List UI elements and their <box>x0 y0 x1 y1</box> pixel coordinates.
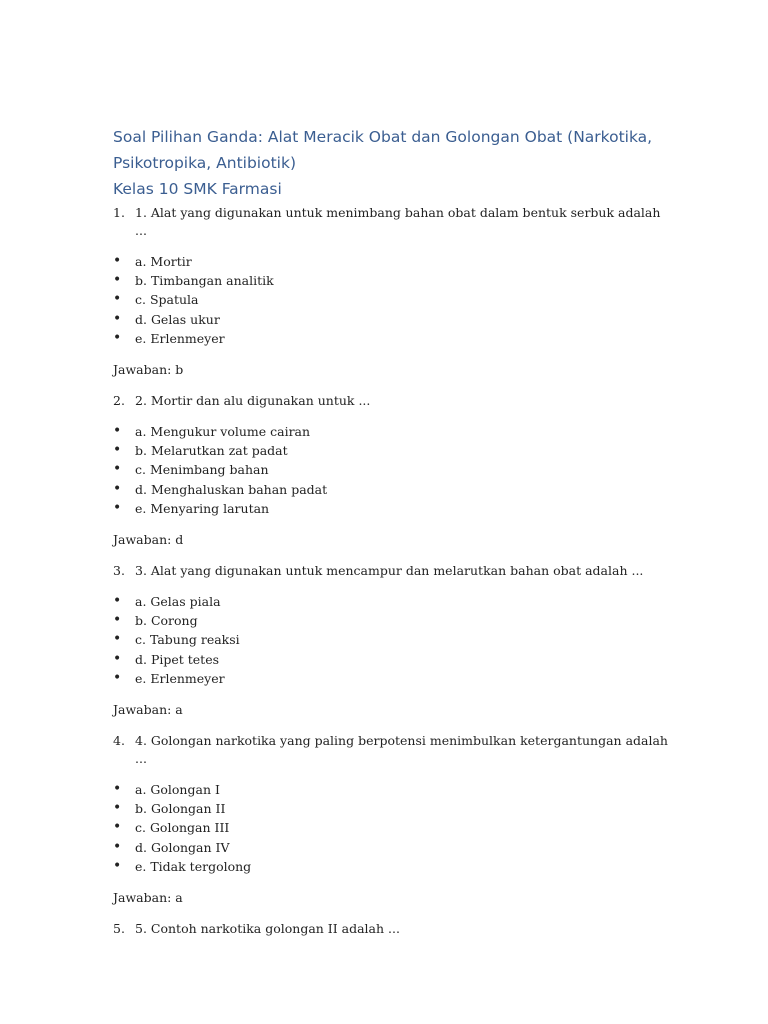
question-text: 3. Alat yang digunakan untuk mencampur dan melarutkan bahan obat adalah ... <box>135 563 644 579</box>
bullet-icon: • <box>113 631 122 648</box>
answer-text: Jawaban: d <box>113 532 184 548</box>
answer-text: Jawaban: a <box>113 702 183 718</box>
option-text: d. Golongan IV <box>135 839 230 855</box>
title-line-1: Soal Pilihan Ganda: Alat Meracik Obat dan Golongan Obat (Narkotika, <box>113 128 653 146</box>
option-text: d. Pipet tetes <box>135 651 220 667</box>
bullet-icon: • <box>113 857 122 874</box>
question-number: 2. <box>113 393 125 409</box>
option-item <box>113 857 673 876</box>
option-text: a. Golongan I <box>135 782 220 798</box>
document-title <box>113 124 673 176</box>
option-list <box>113 592 673 688</box>
option-item <box>113 252 673 271</box>
bullet-icon: • <box>113 423 122 440</box>
option-item <box>113 818 673 837</box>
question <box>113 732 673 768</box>
bullet-icon: • <box>113 800 122 817</box>
option-item <box>113 611 673 630</box>
question-number: 3. <box>113 563 125 579</box>
option-item <box>113 441 673 460</box>
option-item <box>113 780 673 799</box>
option-text: d. Gelas ukur <box>135 311 220 327</box>
bullet-icon: • <box>113 593 122 610</box>
question-block <box>113 732 673 907</box>
bullet-icon: • <box>113 310 122 327</box>
bullet-icon: • <box>113 669 122 686</box>
answer-text: Jawaban: a <box>113 890 183 906</box>
question-block <box>113 562 673 719</box>
option-item <box>113 799 673 818</box>
option-text: a. Mortir <box>135 254 192 269</box>
option-text: c. Menimbang bahan <box>135 462 269 478</box>
option-text: c. Tabung reaksi <box>135 632 240 648</box>
option-text: b. Golongan II <box>135 801 226 817</box>
question-text: 1. Alat yang digunakan untuk menimbang bahan obat dalam bentuk serbuk adalah ... <box>135 205 661 238</box>
question-text: 2. Mortir dan alu digunakan untuk ... <box>135 393 371 409</box>
question-number: 4. <box>113 733 125 749</box>
option-text: b. Corong <box>135 613 198 629</box>
option-list <box>113 252 673 348</box>
option-item <box>113 838 673 857</box>
option-text: e. Erlenmeyer <box>135 670 225 686</box>
option-text: d. Menghaluskan bahan padat <box>135 481 328 497</box>
bullet-icon: • <box>113 329 122 346</box>
option-list <box>113 422 673 518</box>
option-text: b. Timbangan analitik <box>135 273 274 289</box>
option-text: c. Golongan III <box>135 820 230 836</box>
bullet-icon: • <box>113 499 122 516</box>
question-number: 5. <box>113 921 125 937</box>
bullet-icon: • <box>113 480 122 497</box>
option-text: c. Spatula <box>135 292 199 308</box>
option-text: e. Tidak tergolong <box>135 858 252 874</box>
answer-text: Jawaban: b <box>113 362 184 378</box>
question-number: 1. <box>113 205 125 220</box>
option-text: e. Erlenmeyer <box>135 330 225 346</box>
bullet-icon: • <box>113 442 122 459</box>
option-item <box>113 460 673 479</box>
bullet-icon: • <box>113 650 122 667</box>
option-list <box>113 780 673 876</box>
bullet-icon: • <box>113 781 122 798</box>
option-item <box>113 480 673 499</box>
option-item <box>113 630 673 649</box>
question <box>113 920 673 938</box>
bullet-icon: • <box>113 253 122 269</box>
option-text: e. Menyaring larutan <box>135 500 270 516</box>
bullet-icon: • <box>113 272 122 289</box>
question <box>113 562 673 580</box>
option-item <box>113 650 673 669</box>
option-item <box>113 592 673 611</box>
option-item <box>113 669 673 688</box>
option-item <box>113 499 673 518</box>
bullet-icon: • <box>113 838 122 855</box>
bullet-icon: • <box>113 819 122 836</box>
option-item <box>113 290 673 309</box>
document-subtitle: Kelas 10 SMK Farmasi <box>113 180 282 198</box>
option-item <box>113 310 673 329</box>
title-line-2: Psikotropika, Antibiotik) <box>113 154 297 172</box>
question-text: 4. Golongan narkotika yang paling berpotensi menimbulkan ketergantungan adalah ... <box>135 733 668 767</box>
document-content <box>113 124 673 951</box>
option-text: a. Gelas piala <box>135 594 221 610</box>
bullet-icon: • <box>113 461 122 478</box>
bullet-icon: • <box>113 612 122 629</box>
option-item <box>113 329 673 348</box>
question <box>113 392 673 410</box>
question-block <box>113 204 673 379</box>
question-text: 5. Contoh narkotika golongan II adalah ... <box>135 921 400 937</box>
question-block <box>113 392 673 549</box>
bullet-icon: • <box>113 291 122 308</box>
option-text: a. Mengukur volume cairan <box>135 424 311 440</box>
option-item <box>113 271 673 290</box>
question-block <box>113 920 673 938</box>
option-text: b. Melarutkan zat padat <box>135 443 288 459</box>
question <box>113 204 673 240</box>
option-item <box>113 422 673 441</box>
